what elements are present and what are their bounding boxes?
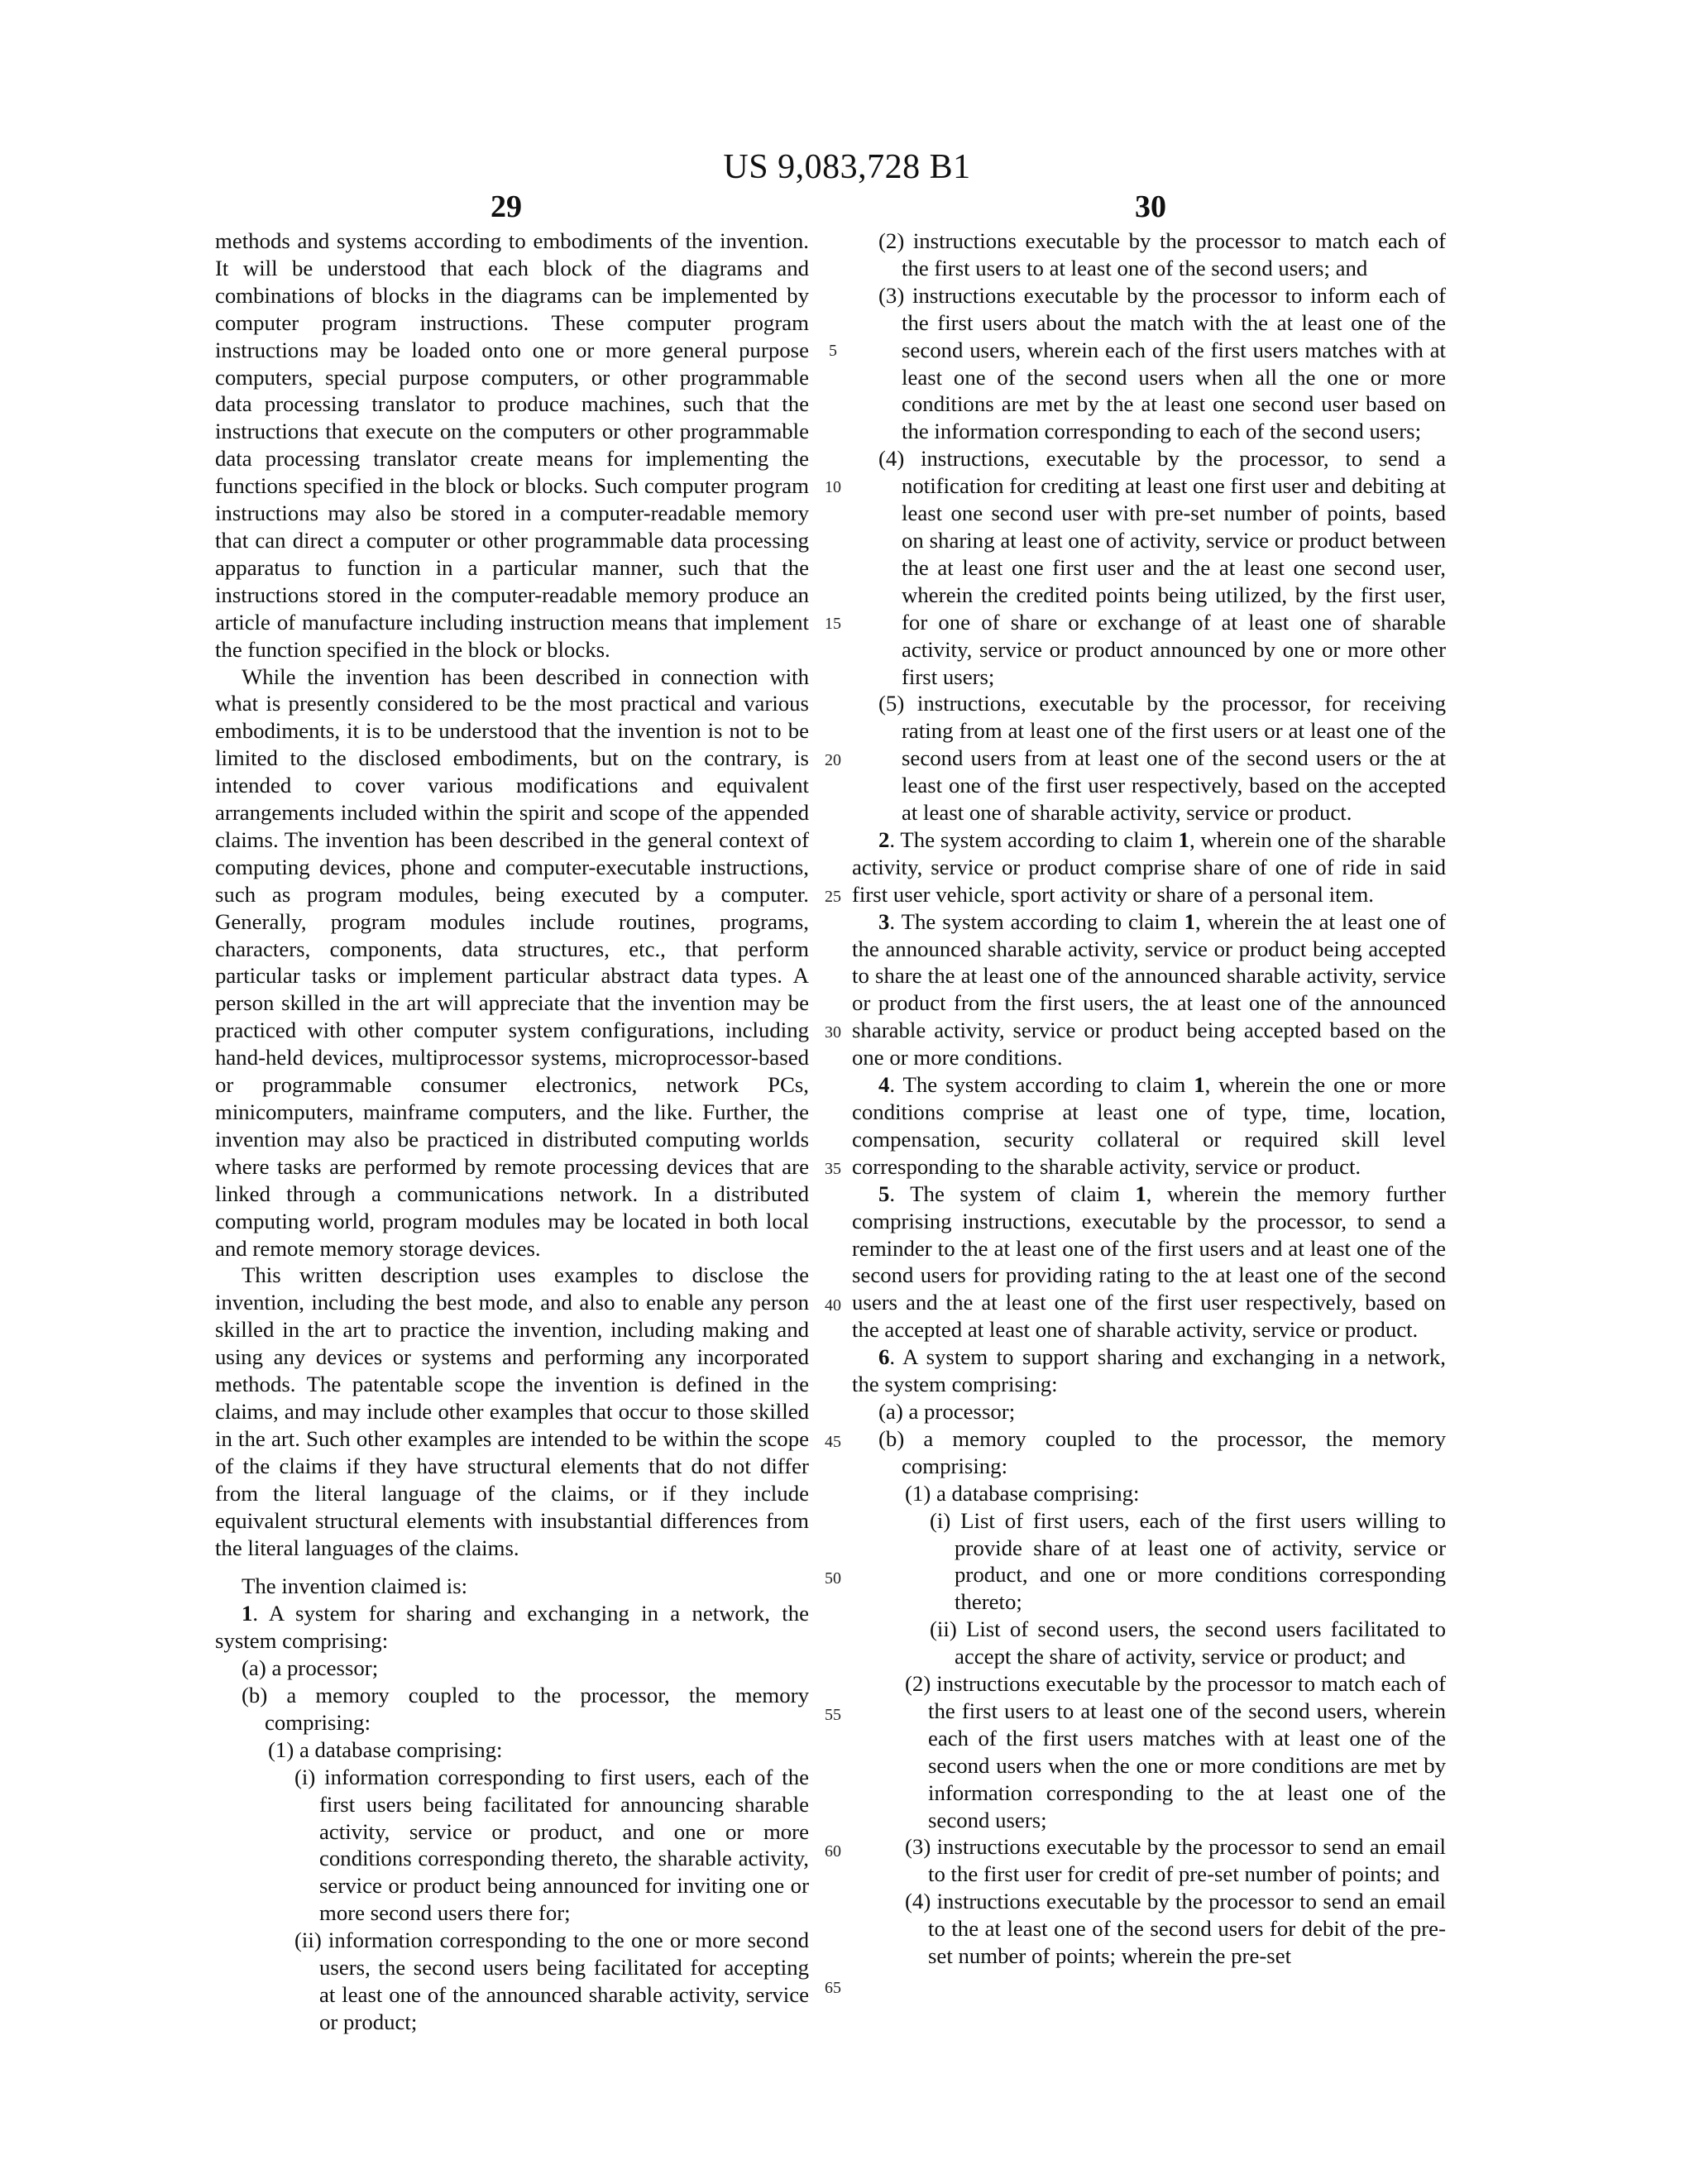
right-column: [852, 228, 1446, 1970]
page-number-right: 30: [1135, 189, 1166, 224]
claim-number: 1: [242, 1601, 253, 1626]
line-number: 15: [825, 615, 841, 633]
claim-ref: 1: [1184, 908, 1195, 934]
claim-element: (3) instructions executable by the processor to inform each of the first users about the match with the at least one of the second users, wherein each of the first users matches with at least one of the second users when all the one or more conditions are met by the at least one second user based on the information corresponding to each of the second users;: [878, 282, 1446, 444]
claim-element: (2) instructions executable by the processor to match each of the first users to at least one of the second users; and: [878, 228, 1446, 280]
claim-element: (i) List of first users, each of the first users willing to provide share of at least one of activity, service or product, and one or more conditions corresponding thereto;: [930, 1507, 1446, 1615]
line-number: 20: [825, 751, 841, 769]
patent-number: US 9,083,728 B1: [723, 148, 971, 186]
claims-heading: The invention claimed is:: [242, 1573, 468, 1599]
claim-text: . The system of claim: [889, 1181, 1136, 1206]
line-number: 65: [825, 1979, 841, 1997]
claim-text: . A system for sharing and exchanging in a network, the system comprising:: [215, 1601, 809, 1654]
description-paragraph: This written description uses examples to disclose the invention, including the best mode, and also to enable any person skilled in the art to practice the invention, including making and using any devices or systems and performing any incorporated methods. The patentable scope the invention is defined in the claims, and may include other examples that occur to those skilled in the art. Such other examples are intended to be within the scope of the claims if they have structural elements that do not differ from the literal language of the claims, or if they include equivalent structural elements with insubstantial differences from the literal languages of the claims.: [215, 1262, 809, 1560]
claim-element: (a) a processor;: [878, 1398, 1016, 1424]
claim-element: (1) a database comprising:: [268, 1736, 503, 1762]
claim-3: [852, 908, 1446, 1071]
claim-text: . The system according to claim: [889, 826, 1179, 852]
line-number: 5: [829, 342, 837, 360]
claim-element: (ii) information corresponding to the one or more second users, the second users being facilitated for accepting at least one of the announced sharable activity, service or product;: [294, 1928, 809, 2034]
claim-2: [852, 826, 1446, 908]
claim-element: (4) instructions, executable by the processor, to send a notification for crediting at least one first user and debiting at least one second user with pre-set number of points, based on sharing at least one of activity, service or product between the at least one first user and the at least one second user, wherein the credited points being utilized, by the first user, for one of share or exchange of at least one of sharable activity, service or product announced by one or more other first users;: [878, 446, 1446, 689]
claim-number: 3: [878, 908, 890, 934]
claim-text: . The system according to claim: [889, 908, 1184, 934]
line-number: 25: [825, 888, 841, 906]
claim-text: , wherein the memory further comprising instructions, executable by the processor, to send a reminder to the at least one of the first users and at least one of the second users for providing rating to the at least one of the second users and the at least one of the first user respectively, based on the accepted at least one of sharable activity, service or product.: [852, 1181, 1447, 1343]
description-paragraph: methods and systems according to embodiments of the invention. It will be understood that each block of the diagrams and combinations of blocks in the diagrams can be implemented by computer program instructions. These computer program instructions may be loaded onto one or more general purpose computers, special purpose computers, or other programmable data processing translator to produce machines, such that the instructions that execute on the computers or other programmable data processing translator create means for implementing the functions specified in the block or blocks. Such computer program instructions may also be stored in a computer-readable memory that can direct a computer or other programmable data processing apparatus to function in a particular manner, such that the instructions stored in the computer-readable memory produce an article of manufacture including instruction means that implement the function specified in the block or blocks.: [215, 228, 809, 662]
left-column: [215, 228, 809, 2036]
line-number: 60: [825, 1842, 841, 1861]
claim-element: (b) a memory coupled to the processor, the memory comprising:: [242, 1683, 809, 1735]
claim-element: (b) a memory coupled to the processor, the memory comprising:: [878, 1425, 1446, 1478]
claim-element: (5) instructions, executable by the processor, for receiving rating from at least one of the first users or at least one of the second users from at least one of the second users or the at least one of the first user respectively, based on the accepted at least one of sharable activity, service or product.: [878, 691, 1446, 826]
line-number: 45: [825, 1433, 841, 1451]
claim-ref: 1: [1194, 1072, 1205, 1098]
claim-ref: 1: [1178, 826, 1189, 852]
claim-element: (ii) List of second users, the second users facilitated to accept the share of activity, service or product; and: [930, 1616, 1446, 1669]
claim-number: 6: [878, 1344, 890, 1370]
claim-6: [852, 1343, 1446, 1398]
line-number: 30: [825, 1023, 841, 1042]
claim-element: (2) instructions executable by the processor to match each of the first users to at least one of the second users, wherein each of the first users matches with at least one of the second users when the one or more conditions are met by information corresponding to the at least one of the second users;: [905, 1671, 1446, 1832]
claim-4: [852, 1071, 1446, 1181]
claim-element: (3) instructions executable by the processor to send an email to the first user for credit of pre-set number of points; and: [905, 1834, 1446, 1887]
claim-element: (i) information corresponding to first users, each of the first users being facilitated for announcing sharable activity, service or product, and one or more conditions corresponding thereto, the sharable activity, service or product being announced for inviting one or more second users there for;: [294, 1764, 809, 1926]
claim-number: 2: [878, 826, 890, 852]
claim-text: , wherein one of the sharable activity, service or product comprise share of one of ride in said first user vehicle, sport activity or share of a personal item.: [852, 826, 1446, 907]
line-number: 35: [825, 1160, 841, 1178]
claim-element: (4) instructions executable by the processor to send an email to the at least one of the second users for debit of the pre-set number of points; wherein the pre-set: [905, 1889, 1446, 1969]
line-number: 40: [825, 1296, 841, 1315]
claim-text: . A system to support sharing and exchanging in a network, the system comprising:: [852, 1344, 1446, 1397]
claim-number: 5: [878, 1181, 890, 1206]
claim-ref: 1: [1135, 1181, 1146, 1206]
claim-element: (a) a processor;: [242, 1655, 379, 1681]
claim-1: [215, 1600, 809, 1655]
claim-text: . The system according to claim: [889, 1072, 1194, 1098]
claim-text: , wherein the at least one of the announced sharable activity, service or product being accepted to share the at least one of the announced sharable activity, service or product from the first users, the at least one of the announced sharable activity, service or product being accepted based on the one or more conditions.: [852, 908, 1446, 1070]
line-number: 10: [825, 478, 841, 496]
line-number: 50: [825, 1569, 841, 1588]
claim-element: (1) a database comprising:: [905, 1480, 1140, 1506]
claim-5: [852, 1181, 1446, 1343]
page-number-left: 29: [490, 189, 522, 224]
line-number: 55: [825, 1706, 841, 1724]
claim-number: 4: [878, 1072, 890, 1098]
description-paragraph: While the invention has been described in connection with what is presently considered to be the most practical and various embodiments, it is to be understood that the invention is not to be limited to the disclosed embodiments, but on the contrary, is intended to cover various modifications and equivalent arrangements included within the spirit and scope of the appended claims. The invention has been described in the general context of computing devices, phone and computer-executable instructions, such as program modules, being executed by a computer. Generally, program modules include routines, programs, characters, components, data structures, etc., that perform particular tasks or implement particular abstract data types. A person skilled in the art will appreciate that the invention may be practiced with other computer system configurations, including hand-held devices, multiprocessor systems, microprocessor-based or programmable consumer electronics, network PCs, minicomputers, mainframe computers, and the like. Further, the invention may also be practiced in distributed computing worlds where tasks are performed by remote processing devices that are linked through a communications network. In a distributed computing world, program modules may be located in both local and remote memory storage devices.: [215, 663, 809, 1261]
claim-text: , wherein the one or more conditions comprise at least one of type, time, location, compensation, security collateral or required skill level corresponding to the sharable activity, service or product.: [852, 1072, 1446, 1179]
